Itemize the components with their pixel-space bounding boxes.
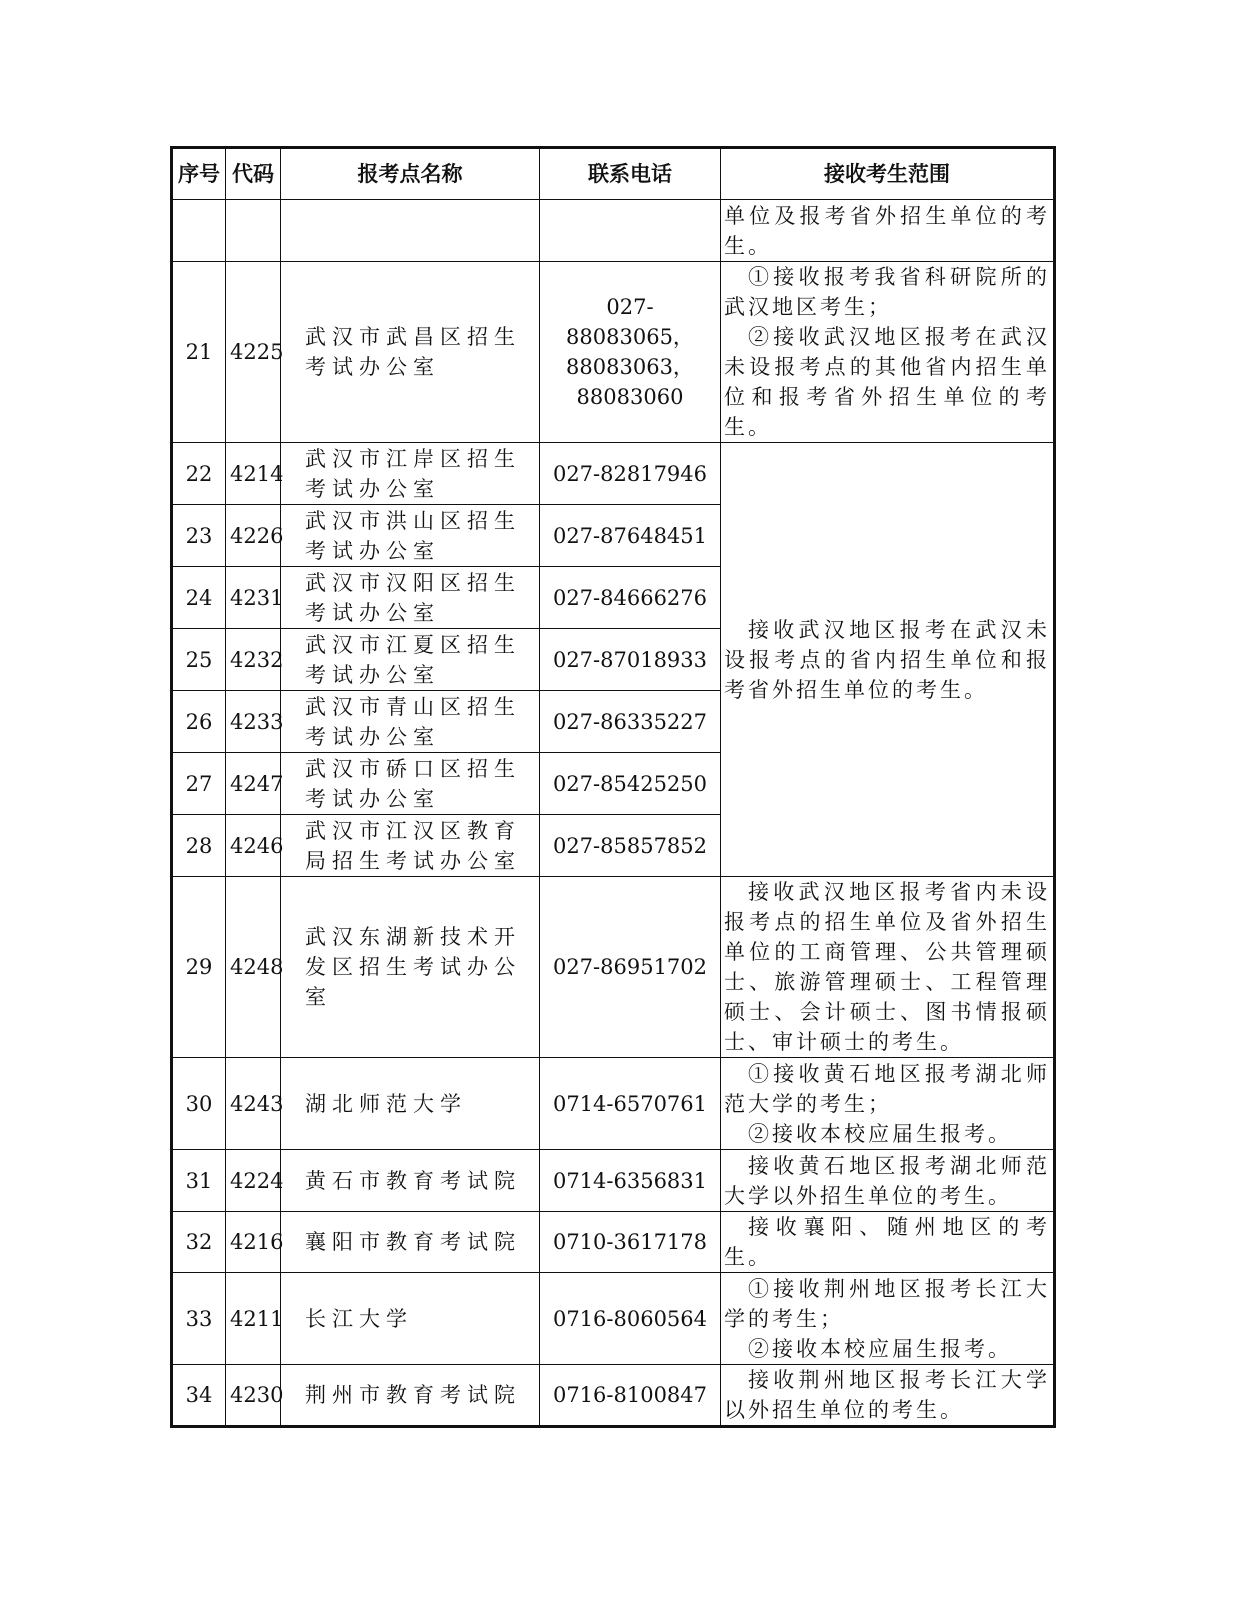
scope-cell <box>721 1365 1055 1427</box>
row-code: 4243 <box>226 1058 281 1150</box>
row-code: 4211 <box>226 1273 281 1365</box>
scope-line: 接收襄阳、随州地区的考生。 <box>724 1215 1050 1269</box>
scope-line: ②接收本校应届生报考。 <box>748 1121 1012 1146</box>
scope-line: ②接收本校应届生报考。 <box>748 1336 1012 1361</box>
row-name: 襄阳市教育考试院 <box>281 1212 540 1273</box>
row-code: 4230 <box>226 1365 281 1427</box>
row-code: 4225 <box>226 262 281 443</box>
row-name: 武汉市江岸区招生考试办公室 <box>281 443 540 505</box>
row-name: 湖北师范大学 <box>281 1058 540 1150</box>
row-code: 4216 <box>226 1212 281 1273</box>
header-scope: 接收考生范围 <box>721 148 1055 200</box>
header-no: 序号 <box>172 148 226 200</box>
table-row <box>172 1365 1055 1427</box>
table-row <box>172 1150 1055 1212</box>
scope-line: 接收武汉地区报考省内未设报考点的招生单位及省外招生单位的工商管理、公共管理硕士、旅游管理硕士、工程管理硕士、会计硕士、图书情报硕士、审计硕士的考生。 <box>724 880 1050 1054</box>
row-phone: 027-85425250 <box>540 753 721 815</box>
table-row <box>172 262 1055 443</box>
row-code: 4214 <box>226 443 281 505</box>
scope-cell <box>721 877 1055 1058</box>
row-phone: 027-87018933 <box>540 629 721 691</box>
scope-line: ②接收武汉地区报考在武汉未设报考点的其他省内招生单位和报考省外招生单位的考生。 <box>724 325 1050 439</box>
row-name: 武汉市汉阳区招生考试办公室 <box>281 567 540 629</box>
row-no: 27 <box>172 753 226 815</box>
scope-cell <box>721 1212 1055 1273</box>
scope-cell: 单位及报考省外招生单位的考生。 <box>721 200 1055 262</box>
row-no: 22 <box>172 443 226 505</box>
row-no: 21 <box>172 262 226 443</box>
scope-cell <box>721 1273 1055 1365</box>
row-no: 24 <box>172 567 226 629</box>
row-code: 4246 <box>226 815 281 877</box>
row-name: 荆州市教育考试院 <box>281 1365 540 1427</box>
row-name: 武汉市洪山区招生考试办公室 <box>281 505 540 567</box>
row-phone: 027-86335227 <box>540 691 721 753</box>
table-row <box>172 200 1055 262</box>
row-name: 武汉市硚口区招生考试办公室 <box>281 753 540 815</box>
row-phone: 027-84666276 <box>540 567 721 629</box>
row-name: 黄石市教育考试院 <box>281 1150 540 1212</box>
header-code: 代码 <box>226 148 281 200</box>
row-code: 4224 <box>226 1150 281 1212</box>
row-no: 23 <box>172 505 226 567</box>
table-row <box>172 1058 1055 1150</box>
exam-site-table <box>170 146 1056 1428</box>
scope-line: 接收荆州地区报考长江大学以外招生单位的考生。 <box>724 1368 1050 1422</box>
row-phone: 027-85857852 <box>540 815 721 877</box>
row-code: 4248 <box>226 877 281 1058</box>
scope-line: ①接收黄石地区报考湖北师范大学的考生； <box>724 1061 1050 1116</box>
row-code: 4226 <box>226 505 281 567</box>
row-no: 32 <box>172 1212 226 1273</box>
row-no: 30 <box>172 1058 226 1150</box>
scope-line: 接收黄石地区报考湖北师范大学以外招生单位的考生。 <box>724 1153 1050 1208</box>
row-name: 武汉市江汉区教育局招生考试办公室 <box>281 815 540 877</box>
scope-cell <box>721 262 1055 443</box>
row-code: 4247 <box>226 753 281 815</box>
header-name: 报考点名称 <box>281 148 540 200</box>
scope-cell <box>721 1058 1055 1150</box>
row-no: 25 <box>172 629 226 691</box>
row-no: 33 <box>172 1273 226 1365</box>
row-phone: 0714-6570761 <box>540 1058 721 1150</box>
row-name: 武汉东湖新技术开发区招生考试办公室 <box>281 877 540 1058</box>
row-code: 4233 <box>226 691 281 753</box>
row-no: 28 <box>172 815 226 877</box>
row-phone: 0714-6356831 <box>540 1150 721 1212</box>
row-name: 长江大学 <box>281 1273 540 1365</box>
row-no: 34 <box>172 1365 226 1427</box>
row-phone: 027-82817946 <box>540 443 721 505</box>
table-row <box>172 1273 1055 1365</box>
table-row <box>172 1212 1055 1273</box>
row-name: 武汉市江夏区招生考试办公室 <box>281 629 540 691</box>
scope-cell <box>721 1150 1055 1212</box>
row-phone: 027-86951702 <box>540 877 721 1058</box>
row-no: 31 <box>172 1150 226 1212</box>
header-row <box>172 148 1055 200</box>
scope-line: ①接收荆州地区报考长江大学的考生； <box>724 1276 1050 1331</box>
row-no: 29 <box>172 877 226 1058</box>
scope-cell <box>721 443 1055 877</box>
row-phone: 027-88083065，88083063，88083060 <box>540 262 721 443</box>
header-phone: 联系电话 <box>540 148 721 200</box>
scope-line: 接收武汉地区报考在武汉未设报考点的省内招生单位和报考省外招生单位的考生。 <box>724 617 1050 702</box>
table-row <box>172 443 1055 505</box>
row-phone: 0716-8100847 <box>540 1365 721 1427</box>
row-code: 4231 <box>226 567 281 629</box>
row-phone: 0716-8060564 <box>540 1273 721 1365</box>
row-phone: 0710-3617178 <box>540 1212 721 1273</box>
row-name: 武汉市武昌区招生考试办公室 <box>281 262 540 443</box>
row-name: 武汉市青山区招生考试办公室 <box>281 691 540 753</box>
row-no: 26 <box>172 691 226 753</box>
row-code: 4232 <box>226 629 281 691</box>
scope-line: ①接收报考我省科研院所的武汉地区考生； <box>724 265 1050 319</box>
row-phone: 027-87648451 <box>540 505 721 567</box>
table-row <box>172 877 1055 1058</box>
